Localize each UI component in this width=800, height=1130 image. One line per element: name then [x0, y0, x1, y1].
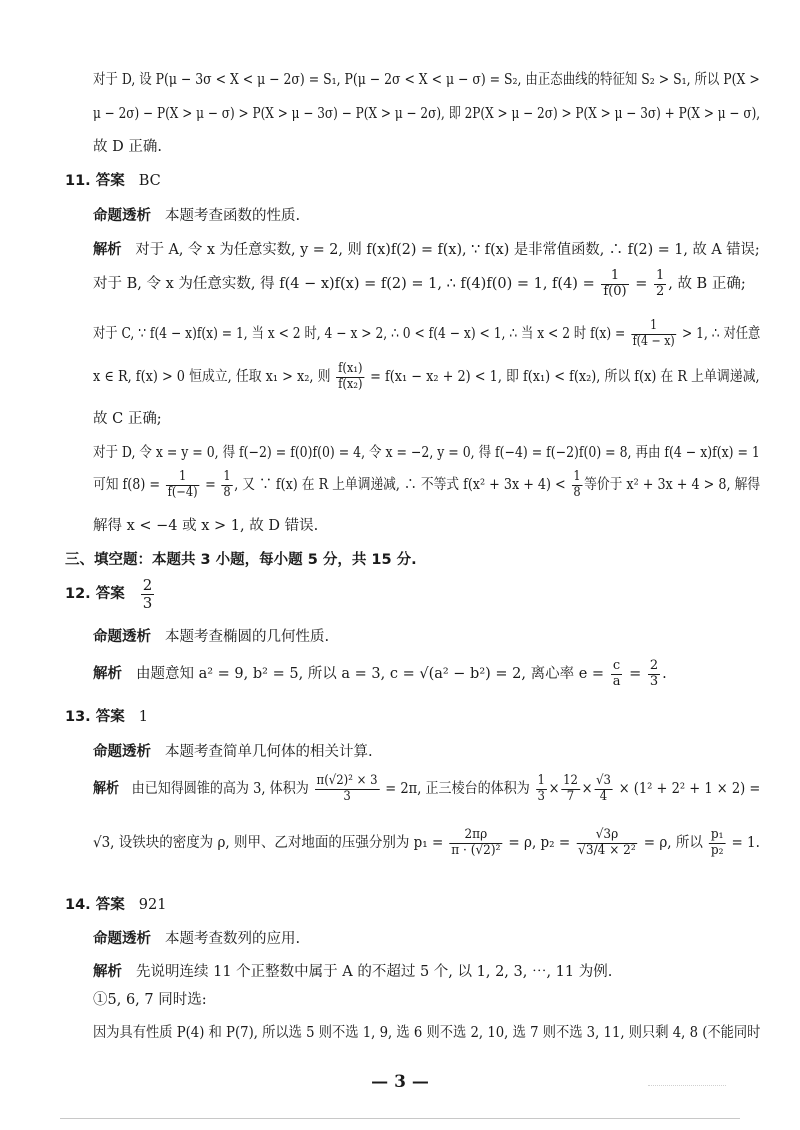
frac-num: 12 — [563, 773, 578, 789]
q11-d2-fraction-2 — [222, 470, 233, 500]
q11-d2-fraction-3 — [572, 470, 583, 500]
frac-num: √3ρ — [576, 828, 637, 843]
frac-num: √3 — [596, 773, 611, 789]
q14-answer-line — [65, 895, 166, 915]
frac-den: 3 — [537, 788, 545, 804]
frac-den: f(−4) — [167, 484, 198, 500]
frac-den: 4 — [599, 788, 608, 804]
q11-c-text: 对于 C, ∵ f(4 − x)f(x) = 1, 当 x < 2 时, 4 − x > 2, ∴ 0 < f(4 − x) < 1, ∴ 当 x < 2 时 f(x) = — [93, 326, 626, 342]
q12-intro-label: 命题透析 — [93, 629, 151, 645]
q11-b-text: 对于 B, 令 x 为任意实数, 得 f(4 − x)f(x) = f(2) = 1, ∴ f(4)f(0) = 1, f(4) = — [93, 276, 595, 292]
q13-s2-mid: = ρ, p₂ = — [508, 835, 571, 851]
q12-answer-line — [65, 575, 156, 613]
q11-solution-label: 解析 — [93, 242, 122, 258]
q11-b-eq: = — [635, 276, 648, 292]
frac-den: 7 — [566, 788, 575, 804]
q13-s1-times-2: × — [581, 781, 593, 797]
frac-num: 1 — [166, 470, 200, 485]
q11-answer-label: 11. 答案 — [65, 173, 125, 189]
frac-num: 2πρ — [449, 828, 502, 843]
q13-s1-times-1: × — [548, 781, 560, 797]
q12-answer-fraction — [141, 577, 155, 611]
q14-intro — [93, 929, 300, 949]
q13-s2-mid2: = ρ, 所以 — [643, 835, 703, 851]
q13-s1-fraction-1 — [315, 774, 380, 804]
q13-s1-fraction-3 — [561, 774, 579, 804]
q11-d2-post: 等价于 x² + 3x + 4 > 8, 解得 — [584, 477, 761, 493]
q14-answer-value: 921 — [138, 897, 167, 913]
frac-den: f(x₂) — [338, 376, 363, 392]
frac-num: 2 — [649, 658, 659, 674]
q11-solution-a — [93, 240, 760, 260]
q11-c2-fraction — [336, 362, 364, 392]
q14-answer-label: 14. 答案 — [65, 897, 125, 913]
q11-b-fraction-2 — [654, 269, 666, 299]
q11-c-post: > 1, ∴ 对任意 — [681, 326, 761, 342]
q13-intro-label: 命题透析 — [93, 744, 151, 760]
q12-intro-text: 本题考查椭圆的几何性质. — [165, 629, 330, 645]
frac-num: 1 — [631, 319, 676, 334]
bottom-rule — [60, 1118, 740, 1119]
q11-solution-c2 — [93, 357, 760, 397]
frac-den: f(4 − x) — [632, 333, 675, 349]
q13-solution-2 — [93, 820, 760, 866]
q13-intro — [93, 742, 373, 762]
frac-num: p₁ — [710, 827, 724, 843]
frac-num: f(x₁) — [338, 361, 363, 377]
q11-answer-value: BC — [138, 173, 161, 189]
frac-den: 8 — [573, 484, 581, 500]
q11-intro — [93, 206, 300, 226]
q12-solution-label: 解析 — [93, 666, 122, 682]
q13-s2-text: √3, 设铁块的密度为 ρ, 则甲、乙对地面的压强分别为 p₁ = — [93, 835, 444, 851]
p10-line-2: μ − 2σ) − P(X > μ − σ) > P(X > μ − 3σ) − P(X > μ − 2σ), 即 2P(X > μ − 2σ) > P(X > μ − 3σ) + P(X > μ − σ), — [93, 106, 761, 122]
q11-intro-label: 命题透析 — [93, 208, 151, 224]
q14-intro-label: 命题透析 — [93, 931, 151, 947]
q11-solution-b — [93, 265, 746, 303]
frac-num: 1 — [655, 268, 665, 284]
frac-num: 1 — [223, 469, 231, 485]
q13-answer-value: 1 — [138, 709, 148, 725]
q11-d3: 解得 x < −4 或 x > 1, 故 D 错误. — [93, 518, 319, 534]
q11-b-post: , 故 B 正确; — [668, 276, 746, 292]
q11-d2-fraction-1 — [166, 470, 200, 500]
frac-num: 2 — [142, 576, 153, 594]
frac-den: p₂ — [710, 842, 724, 858]
q14-intro-text: 本题考查数列的应用. — [165, 931, 301, 947]
q12-intro — [93, 627, 329, 647]
q11-c-fraction — [631, 319, 676, 349]
q13-solution-1 — [93, 768, 760, 810]
frac-den: 3 — [343, 788, 351, 804]
q13-solution-label: 解析 — [93, 781, 120, 797]
footer-dotted-rule — [648, 1085, 726, 1086]
frac-den: f(0) — [603, 283, 627, 299]
frac-num: 1 — [573, 469, 581, 485]
q14-solution-1 — [93, 962, 612, 982]
q11-d1: 对于 D, 令 x = y = 0, 得 f(−2) = f(0)f(0) = 4, 令 x = −2, y = 0, 得 f(−4) = f(−2)f(0) = 8, 再由 f(4 − x)f(x) = 1 — [93, 445, 760, 461]
q13-s2-fraction-3 — [709, 828, 725, 858]
section-3-heading: 三、填空题：本题共 3 小题，每小题 5 分，共 15 分. — [65, 552, 417, 568]
q13-s1-fraction-2 — [536, 774, 547, 804]
frac-den: 2 — [655, 283, 665, 299]
p10-line-1: 对于 D, 设 P(μ − 3σ < X < μ − 2σ) = S₁, P(μ − 2σ < X < μ − σ) = S₂, 由正态曲线的特征知 S₂ > S₁, 所以 P(X > — [93, 72, 760, 88]
q11-b-fraction-1 — [601, 269, 628, 299]
q12-fraction-1 — [611, 659, 623, 689]
q11-answer-line — [65, 171, 161, 191]
q11-intro-text: 本题考查函数的性质. — [165, 208, 301, 224]
frac-num: 1 — [537, 773, 545, 789]
q12-solution-text: 由题意知 a² = 9, b² = 5, 所以 a = 3, c = √(a² − b²) = 2, 离心率 e = — [136, 666, 605, 682]
frac-den: a — [612, 673, 621, 689]
q13-s2-fraction-2 — [576, 828, 637, 858]
q13-intro-text: 本题考查简单几何体的相关计算. — [165, 744, 373, 760]
frac-den: π · (√2)² — [451, 842, 501, 858]
q13-s1-post: × (1² + 2² + 1 × 2) = — [618, 781, 761, 797]
p10-line-3: 故 D 正确. — [93, 139, 162, 155]
q11-c3: 故 C 正确; — [93, 411, 162, 427]
frac-den: √3/4 × 2² — [578, 842, 636, 858]
q14-s2: ①5, 6, 7 同时选: — [93, 992, 207, 1008]
q14-s3: 因为具有性质 P(4) 和 P(7), 所以选 5 则不选 1, 9, 选 6 则不选 2, 10, 选 7 则不选 3, 11, 则只剩 4, 8 (不能同时 — [93, 1025, 761, 1041]
q14-s1-text: 先说明连续 11 个正整数中属于 A 的不超过 5 个, 以 1, 2, 3, ⋯, 11 为例. — [136, 964, 613, 980]
q13-s1-mid: = 2π, 正三棱台的体积为 — [385, 781, 530, 797]
q12-post: . — [662, 666, 667, 682]
q13-s2-post: = 1. — [731, 835, 760, 851]
q13-s2-fraction-1 — [449, 828, 502, 858]
q12-answer-label: 12. 答案 — [65, 586, 125, 602]
q13-answer-line — [65, 707, 148, 727]
q11-d2-text: 可知 f(8) = — [93, 477, 161, 493]
q13-s1-fraction-4 — [594, 774, 612, 804]
frac-den: 3 — [649, 673, 659, 689]
q14-solution-label: 解析 — [93, 964, 122, 980]
q12-eq: = — [629, 666, 642, 682]
q12-solution — [93, 654, 667, 694]
frac-den: 8 — [223, 484, 231, 500]
q11-solution-c — [93, 315, 760, 353]
frac-num: 1 — [601, 269, 628, 284]
q13-s1-text: 由已知得圆锥的高为 3, 体积为 — [131, 781, 309, 797]
q13-answer-label: 13. 答案 — [65, 709, 125, 725]
page-number: — 3 — — [371, 1072, 429, 1092]
frac-den: 3 — [142, 593, 153, 612]
q11-c2-post: = f(x₁ − x₂ + 2) < 1, 即 f(x₁) < f(x₂), 所以 f(x) 在 R 上单调递减, — [370, 369, 760, 385]
q11-d2-eq: = — [205, 477, 216, 493]
q11-c2-text: x ∈ R, f(x) > 0 恒成立, 任取 x₁ > x₂, 则 — [93, 369, 331, 385]
q11-solution-d2 — [93, 466, 760, 504]
q11-solution-a-text: 对于 A, 令 x 为任意实数, y = 2, 则 f(x)f(2) = f(x), ∵ f(x) 是非常值函数, ∴ f(2) = 1, 故 A 错误; — [135, 242, 760, 258]
q11-d2-mid: , 又 ∵ f(x) 在 R 上单调递减, ∴ 不等式 f(x² + 3x + 4) < — [234, 477, 566, 493]
frac-num: c — [611, 659, 623, 674]
frac-num: π(√2)² × 3 — [316, 773, 378, 789]
q12-fraction-2 — [648, 659, 660, 689]
